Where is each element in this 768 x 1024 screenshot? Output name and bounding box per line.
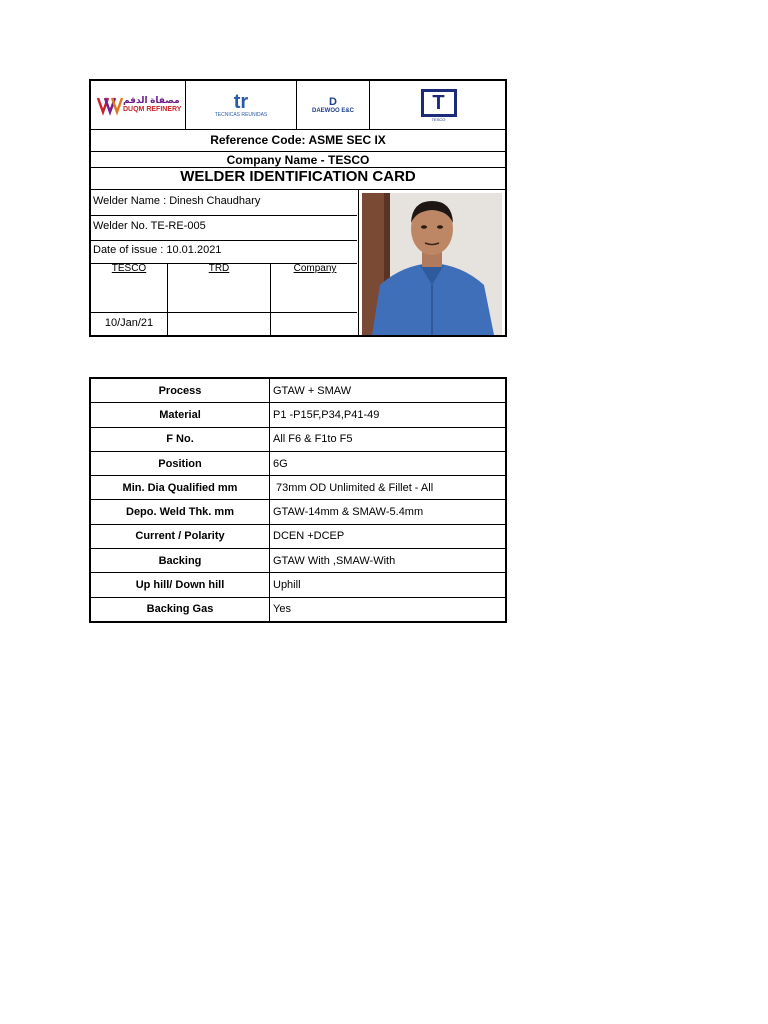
row-value: GTAW-14mm & SMAW-5.4mm — [270, 500, 507, 524]
welder-photo — [362, 193, 502, 335]
welder-name: Welder Name : Dinesh Chaudhary — [93, 195, 261, 207]
table-row — [90, 427, 506, 451]
daewoo-text: DAEWOO E&C — [312, 108, 354, 114]
reference-code: Reference Code: ASME SEC IX — [210, 133, 386, 147]
row-value: Uphill — [270, 573, 507, 597]
date-of-issue: Date of issue : 10.01.2021 — [93, 244, 222, 256]
company-name: Company Name - TESCO — [226, 153, 370, 167]
daewoo-mark: D — [329, 96, 337, 108]
row-value: GTAW With ,SMAW-With — [270, 549, 507, 573]
row-label: Material — [90, 403, 270, 427]
tr-mark: tr — [233, 91, 249, 113]
table-row — [90, 549, 506, 573]
table-row — [90, 524, 506, 548]
row-value: All F6 & F1to F5 — [270, 427, 507, 451]
tesco-mark: T — [432, 91, 445, 114]
row-label: Min. Dia Qualified mm — [90, 476, 270, 500]
signature-header-company: Company — [293, 263, 337, 274]
daewoo-logo — [297, 81, 369, 129]
table-row — [90, 378, 506, 403]
row-value: P1 -P15F,P34,P41-49 — [270, 403, 507, 427]
signature-date: 10/Jan/21 — [104, 317, 154, 329]
duqm-arabic: مصفاة الدقم — [123, 95, 180, 105]
duqm-text: DUQM REFINERY — [123, 106, 182, 113]
tesco-logo — [370, 81, 507, 129]
welder-number: Welder No. TE-RE-005 — [93, 220, 206, 232]
row-value: DCEN +DCEP — [270, 524, 507, 548]
row-value: Yes — [270, 597, 507, 622]
tr-text: TECNICAS REUNIDAS — [214, 112, 268, 118]
row-label: Backing — [90, 549, 270, 573]
table-row — [90, 476, 506, 500]
tesco-text: TESCO — [431, 116, 446, 122]
table-row — [90, 403, 506, 427]
table-row — [90, 573, 506, 597]
row-label: Depo. Weld Thk. mm — [90, 500, 270, 524]
row-label: Process — [90, 378, 270, 403]
row-value: 73mm OD Unlimited & Fillet - All — [270, 476, 507, 500]
row-label: Current / Polarity — [90, 524, 270, 548]
duqm-refinery-logo — [91, 81, 185, 129]
row-label: Position — [90, 451, 270, 475]
row-label: Up hill/ Down hill — [90, 573, 270, 597]
table-row — [90, 451, 506, 475]
tecnicas-reunidas-logo — [186, 81, 296, 129]
table-row — [90, 597, 506, 622]
welder-id-card — [89, 79, 507, 337]
row-label: F No. — [90, 427, 270, 451]
table-row — [90, 500, 506, 524]
row-value: 6G — [270, 451, 507, 475]
signature-header-tesco: TESCO — [111, 263, 147, 274]
row-value: GTAW + SMAW — [270, 378, 507, 403]
signature-header-trd: TRD — [208, 263, 230, 274]
qualification-table — [89, 377, 507, 623]
card-title: WELDER IDENTIFICATION CARD — [180, 168, 416, 185]
row-label: Backing Gas — [90, 597, 270, 622]
